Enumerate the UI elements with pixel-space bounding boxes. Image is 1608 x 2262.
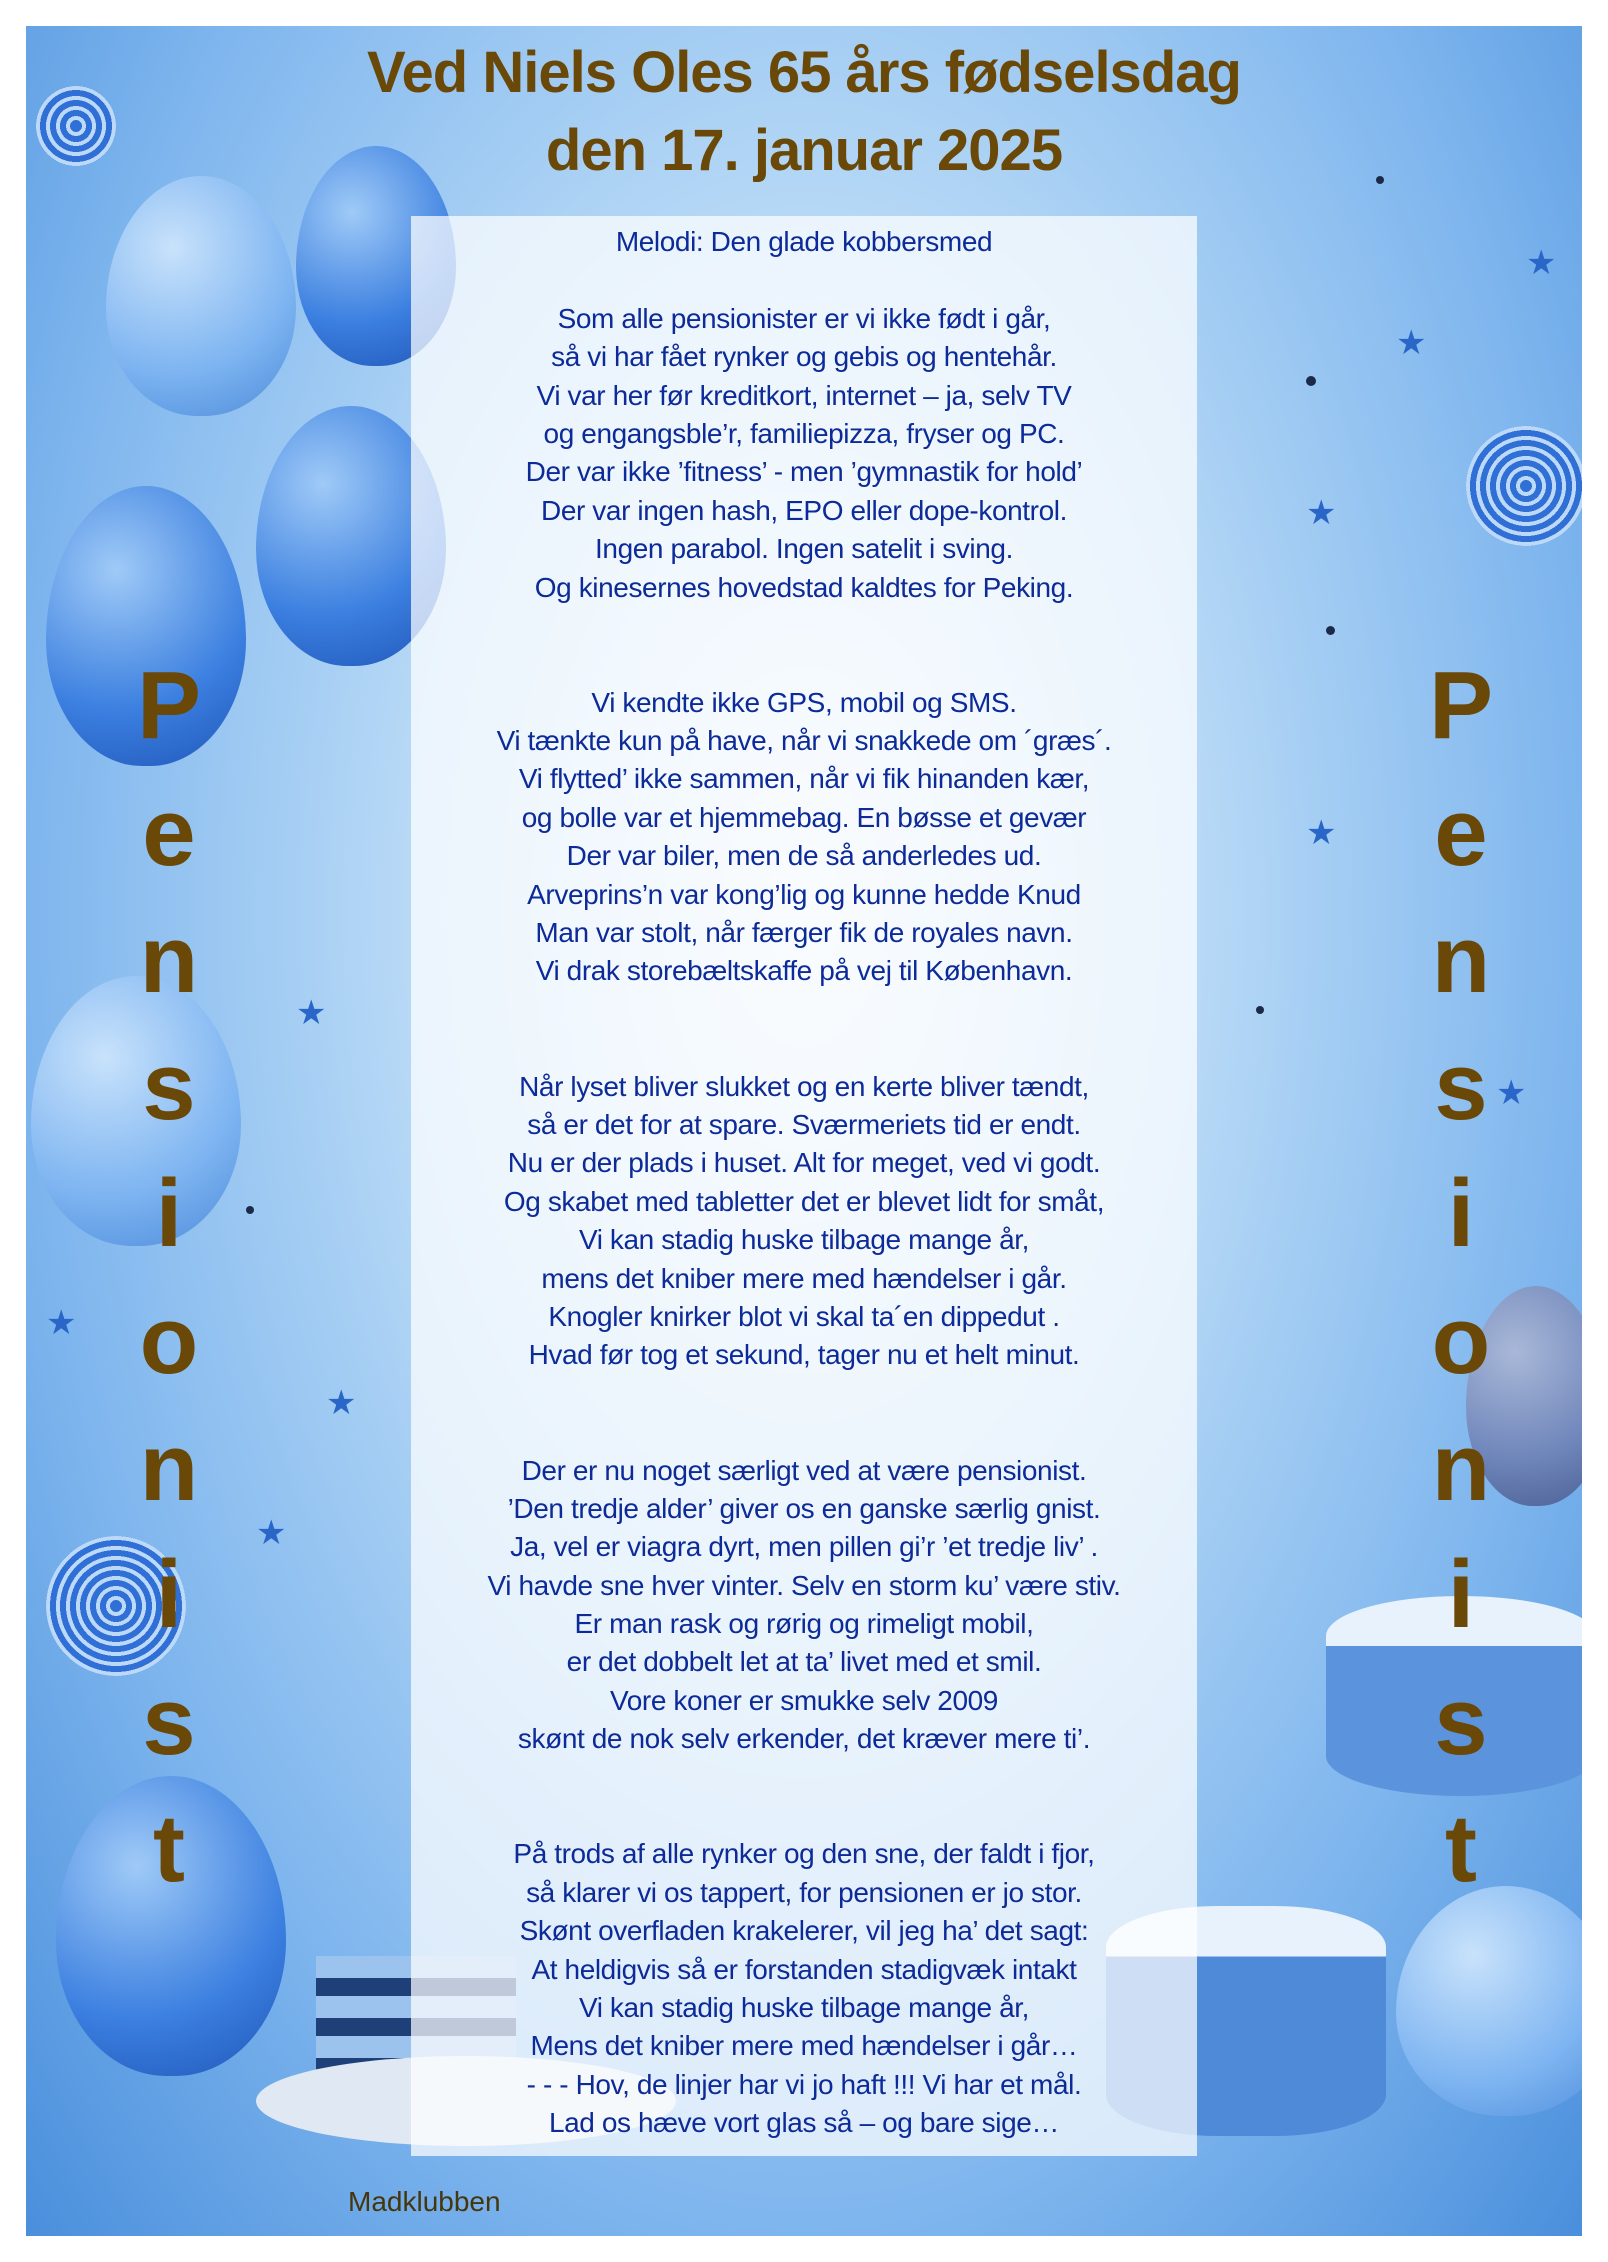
song-lyrics bbox=[411, 223, 1197, 2143]
vertical-letter: P bbox=[1428, 652, 1494, 759]
blank-line bbox=[411, 1375, 1197, 1413]
vertical-letter: t bbox=[1445, 1795, 1477, 1902]
vertical-letter: n bbox=[1431, 906, 1491, 1013]
vertical-letter: o bbox=[139, 1287, 199, 1394]
star-decoration: ★ bbox=[46, 1304, 77, 1342]
stanza-3-line: Nu er der plads i huset. Alt for meget, ved vi godt. bbox=[507, 1147, 1101, 1179]
vertical-letter: i bbox=[1447, 1160, 1475, 1267]
stanza-2-line: Vi drak storebæltskaffe på vej til København. bbox=[535, 955, 1073, 987]
vertical-word-left bbox=[89, 642, 249, 1912]
stanza-2-line: og bolle var et hjemmebag. En bøsse et gevær bbox=[521, 801, 1087, 833]
stanza-2-line: Vi tænkte kun på have, når vi snakkede om ´græs´. bbox=[496, 725, 1112, 757]
vertical-letter: o bbox=[1431, 1287, 1491, 1394]
stanza-3-line: Vi kan stadig huske tilbage mange år, bbox=[578, 1224, 1030, 1256]
stanza-3-line: så er det for at spare. Sværmeriets tid er endt. bbox=[527, 1108, 1081, 1140]
stanza-1-line: Og kinesernes hovedstad kaldtes for Peking. bbox=[534, 571, 1074, 603]
vertical-letter: t bbox=[153, 1795, 185, 1902]
vertical-word-right bbox=[1381, 642, 1541, 1912]
stanza-1-line: Vi var her før kreditkort, internet – ja, selv TV bbox=[536, 379, 1072, 411]
stanza-1-line: og engangsble’r, familiepizza, fryser og PC. bbox=[543, 417, 1065, 449]
stanza-5-line: Vi kan stadig huske tilbage mange år, bbox=[578, 1991, 1030, 2023]
blank-line bbox=[411, 1759, 1197, 1797]
blank-line bbox=[411, 1029, 1197, 1067]
stanza-3-line: Når lyset bliver slukket og en kerte bliver tændt, bbox=[519, 1070, 1089, 1102]
balloon bbox=[106, 176, 296, 416]
confetti bbox=[1326, 626, 1335, 635]
stanza-1-line: Som alle pensionister er vi ikke født i går, bbox=[557, 302, 1051, 334]
vertical-letter: s bbox=[142, 1033, 196, 1140]
stanza-3-line: Hvad før tog et sekund, tager nu et helt minut. bbox=[528, 1339, 1080, 1371]
vertical-letter: n bbox=[139, 1414, 199, 1521]
stanza-4-line: Vi havde sne hver vinter. Selv en storm ku’ være stiv. bbox=[487, 1569, 1121, 1601]
confetti bbox=[1306, 376, 1316, 386]
vertical-letter: n bbox=[1431, 1414, 1491, 1521]
vertical-letter: s bbox=[142, 1668, 196, 1775]
blank-line bbox=[411, 1797, 1197, 1835]
star-decoration: ★ bbox=[326, 1384, 357, 1422]
vertical-letter: e bbox=[142, 779, 196, 886]
star-decoration: ★ bbox=[1306, 494, 1337, 532]
stanza-2-line: Vi flytted’ ikke sammen, når vi fik hinanden kær, bbox=[518, 763, 1090, 795]
stanza-3-line: Knogler knirker blot vi skal ta´en dippedut . bbox=[548, 1300, 1060, 1332]
title-line-1: Ved Niels Oles 65 års fødselsdag bbox=[367, 40, 1241, 105]
stanza-1-line: Der var ingen hash, EPO eller dope-kontrol. bbox=[541, 494, 1067, 526]
stanza-1-line: så vi har fået rynker og gebis og hentehår. bbox=[551, 341, 1057, 373]
stanza-4-line: Vore koner er smukke selv 2009 bbox=[610, 1684, 998, 1716]
star-decoration: ★ bbox=[296, 994, 327, 1032]
star-decoration: ★ bbox=[1306, 814, 1337, 852]
vertical-letter: i bbox=[155, 1541, 183, 1648]
melody-line: Melodi: Den glade kobbersmed bbox=[615, 226, 993, 257]
stanza-5-line: På trods af alle rynker og den sne, der faldt i fjor, bbox=[513, 1838, 1095, 1870]
stanza-4-line: skønt de nok selv erkender, det kræver mere ti’. bbox=[517, 1723, 1091, 1755]
stanza-3-line: Og skabet med tabletter det er blevet lidt for småt, bbox=[503, 1185, 1105, 1217]
stanza-1-line: Der var ikke ’fitness’ - men ’gymnastik for hold’ bbox=[525, 456, 1083, 488]
stanza-4-line: er det dobbelt let at ta’ livet med et smil. bbox=[566, 1646, 1042, 1678]
star-decoration: ★ bbox=[1496, 1074, 1527, 1112]
confetti bbox=[1256, 1006, 1264, 1014]
vertical-letter: n bbox=[139, 906, 199, 1013]
stanza-5-line: - - - Hov, de linjer har vi jo haft !!! Vi har et mål. bbox=[526, 2068, 1082, 2100]
stanza-5-line: Lad os hæve vort glas så – og bare sige… bbox=[548, 2107, 1060, 2139]
stanza-4-line: Er man rask og rørig og rimeligt mobil, bbox=[574, 1608, 1034, 1640]
vertical-letter: s bbox=[1434, 1668, 1488, 1775]
stanza-5-line: Mens det kniber mere med hændelser i går… bbox=[530, 2030, 1078, 2062]
stanza-2-line: Arveprins’n var kong’lig og kunne hedde Knud bbox=[527, 878, 1081, 910]
stanza-5-line: At heldigvis så er forstanden stadigvæk intakt bbox=[531, 1953, 1077, 1985]
vertical-letter: e bbox=[1434, 779, 1488, 886]
stanza-2-line: Der var biler, men de så anderledes ud. bbox=[566, 840, 1042, 872]
balloon bbox=[1396, 1886, 1582, 2116]
page-title bbox=[0, 34, 1608, 190]
stanza-5-line: så klarer vi os tappert, for pensionen er jo stor. bbox=[526, 1876, 1082, 1908]
blank-line bbox=[411, 645, 1197, 683]
vertical-letter: P bbox=[136, 652, 202, 759]
blank-line bbox=[411, 261, 1197, 299]
vertical-letter: i bbox=[155, 1160, 183, 1267]
star-decoration: ★ bbox=[1396, 324, 1427, 362]
lollipop-decoration bbox=[1466, 426, 1582, 546]
stanza-4-line: Ja, vel er viagra dyrt, men pillen gi’r ’et tredje liv’ . bbox=[510, 1531, 1098, 1563]
vertical-letter: i bbox=[1447, 1541, 1475, 1648]
stanza-1-line: Ingen parabol. Ingen satelit i sving. bbox=[595, 533, 1013, 565]
blank-line bbox=[411, 607, 1197, 645]
blank-line bbox=[411, 991, 1197, 1029]
stanza-4-line: ’Den tredje alder’ giver os en ganske særlig gnist. bbox=[507, 1492, 1101, 1524]
stanza-2-line: Vi kendte ikke GPS, mobil og SMS. bbox=[591, 686, 1017, 718]
star-decoration: ★ bbox=[256, 1514, 287, 1552]
stanza-2-line: Man var stolt, når færger fik de royales navn. bbox=[535, 917, 1073, 949]
title-line-2: den 17. januar 2025 bbox=[545, 118, 1063, 183]
star-decoration: ★ bbox=[1526, 244, 1557, 282]
blank-line bbox=[411, 1413, 1197, 1451]
stanza-3-line: mens det kniber mere med hændelser i går. bbox=[541, 1262, 1067, 1294]
stanza-5-line: Skønt overfladen krakelerer, vil jeg ha’ det sagt: bbox=[519, 1915, 1089, 1947]
footer-signature: Madklubben bbox=[348, 2186, 501, 2217]
vertical-letter: s bbox=[1434, 1033, 1488, 1140]
stanza-4-line: Der er nu noget særligt ved at være pensionist. bbox=[521, 1454, 1087, 1486]
